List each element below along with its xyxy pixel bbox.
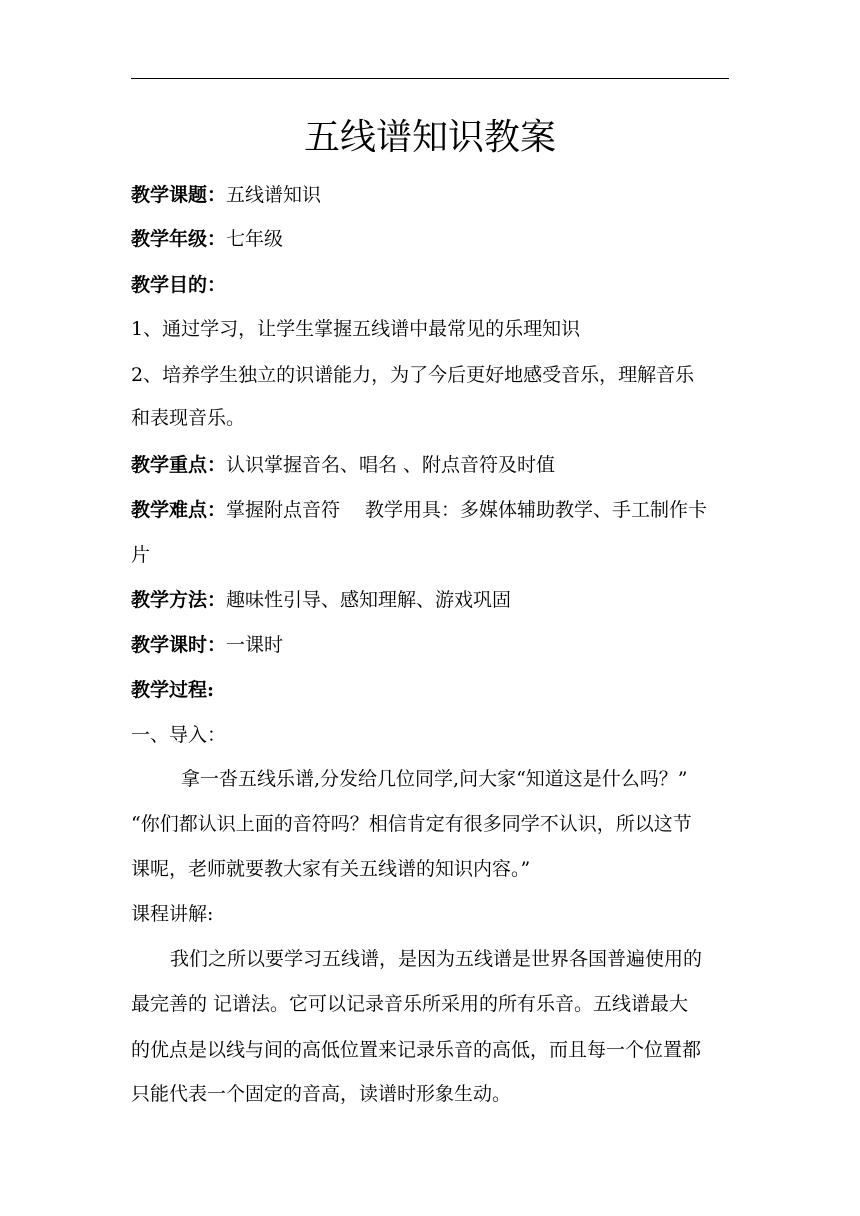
grade-value: 七年级 — [226, 228, 284, 250]
key-points-label: 教学重点： — [131, 454, 227, 476]
lecture-paragraph-line-4: 只能代表一个固定的音高，读谱时形象生动。 — [131, 1083, 512, 1105]
topic-line — [131, 181, 731, 209]
grade-label: 教学年级： — [131, 228, 227, 250]
goal-label: 教学目的： — [131, 274, 227, 296]
hours-value: 一课时 — [226, 634, 284, 656]
intro-paragraph-line-2: “你们都认识上面的音符吗？相信肯定有很多同学不认识，所以这节 — [131, 813, 692, 835]
intro-paragraph-line-3: 课呢，老师就要教大家有关五线谱的知识内容。” — [131, 858, 531, 880]
method-label: 教学方法： — [131, 589, 227, 611]
topic-label: 教学课题： — [131, 184, 227, 206]
difficulty-line — [131, 496, 731, 524]
lecture-paragraph-line-3: 的优点是以线与间的高低位置来记录乐音的高低，而且每一个位置都 — [131, 1039, 702, 1061]
method-line — [131, 586, 731, 614]
topic-value: 五线谱知识 — [226, 184, 322, 206]
process-label: 教学过程: — [131, 679, 215, 701]
goal-item-1: 1、通过学习，让学生掌握五线谱中最常见的乐理知识 — [131, 318, 581, 340]
hours-line — [131, 631, 731, 659]
lecture-heading: 课程讲解: — [131, 903, 214, 925]
difficulty-value: 掌握附点音符 教学用具：多媒体辅助教学、手工制作卡 — [226, 499, 708, 521]
key-points-value: 认识掌握音名、唱名 、附点音符及时值 — [226, 454, 556, 476]
grade-line — [131, 225, 731, 253]
lecture-paragraph-line-2: 最完善的 记谱法。它可以记录音乐所采用的所有乐音。五线谱最大 — [131, 993, 689, 1015]
section-intro-heading: 一、导入： — [131, 724, 227, 746]
intro-paragraph-line-1: 拿一沓五线乐谱,分发给几位同学,问大家“知道这是什么吗？” — [181, 768, 688, 790]
page-title: 五线谱知识教案 — [303, 117, 556, 158]
method-value: 趣味性引导、感知理解、游戏巩固 — [226, 589, 512, 611]
hours-label: 教学课时： — [131, 634, 227, 656]
header-rule — [131, 78, 729, 79]
goal-item-2-cont: 和表现音乐。 — [131, 407, 246, 429]
goal-item-2: 2、培养学生独立的识谱能力，为了今后更好地感受音乐，理解音乐 — [131, 364, 695, 386]
lecture-paragraph-line-1: 我们之所以要学习五线谱，是因为五线谱是世界各国普遍使用的 — [170, 948, 703, 970]
difficulty-cont: 片 — [131, 544, 151, 566]
key-points-line — [131, 451, 731, 479]
difficulty-label: 教学难点： — [131, 499, 227, 521]
